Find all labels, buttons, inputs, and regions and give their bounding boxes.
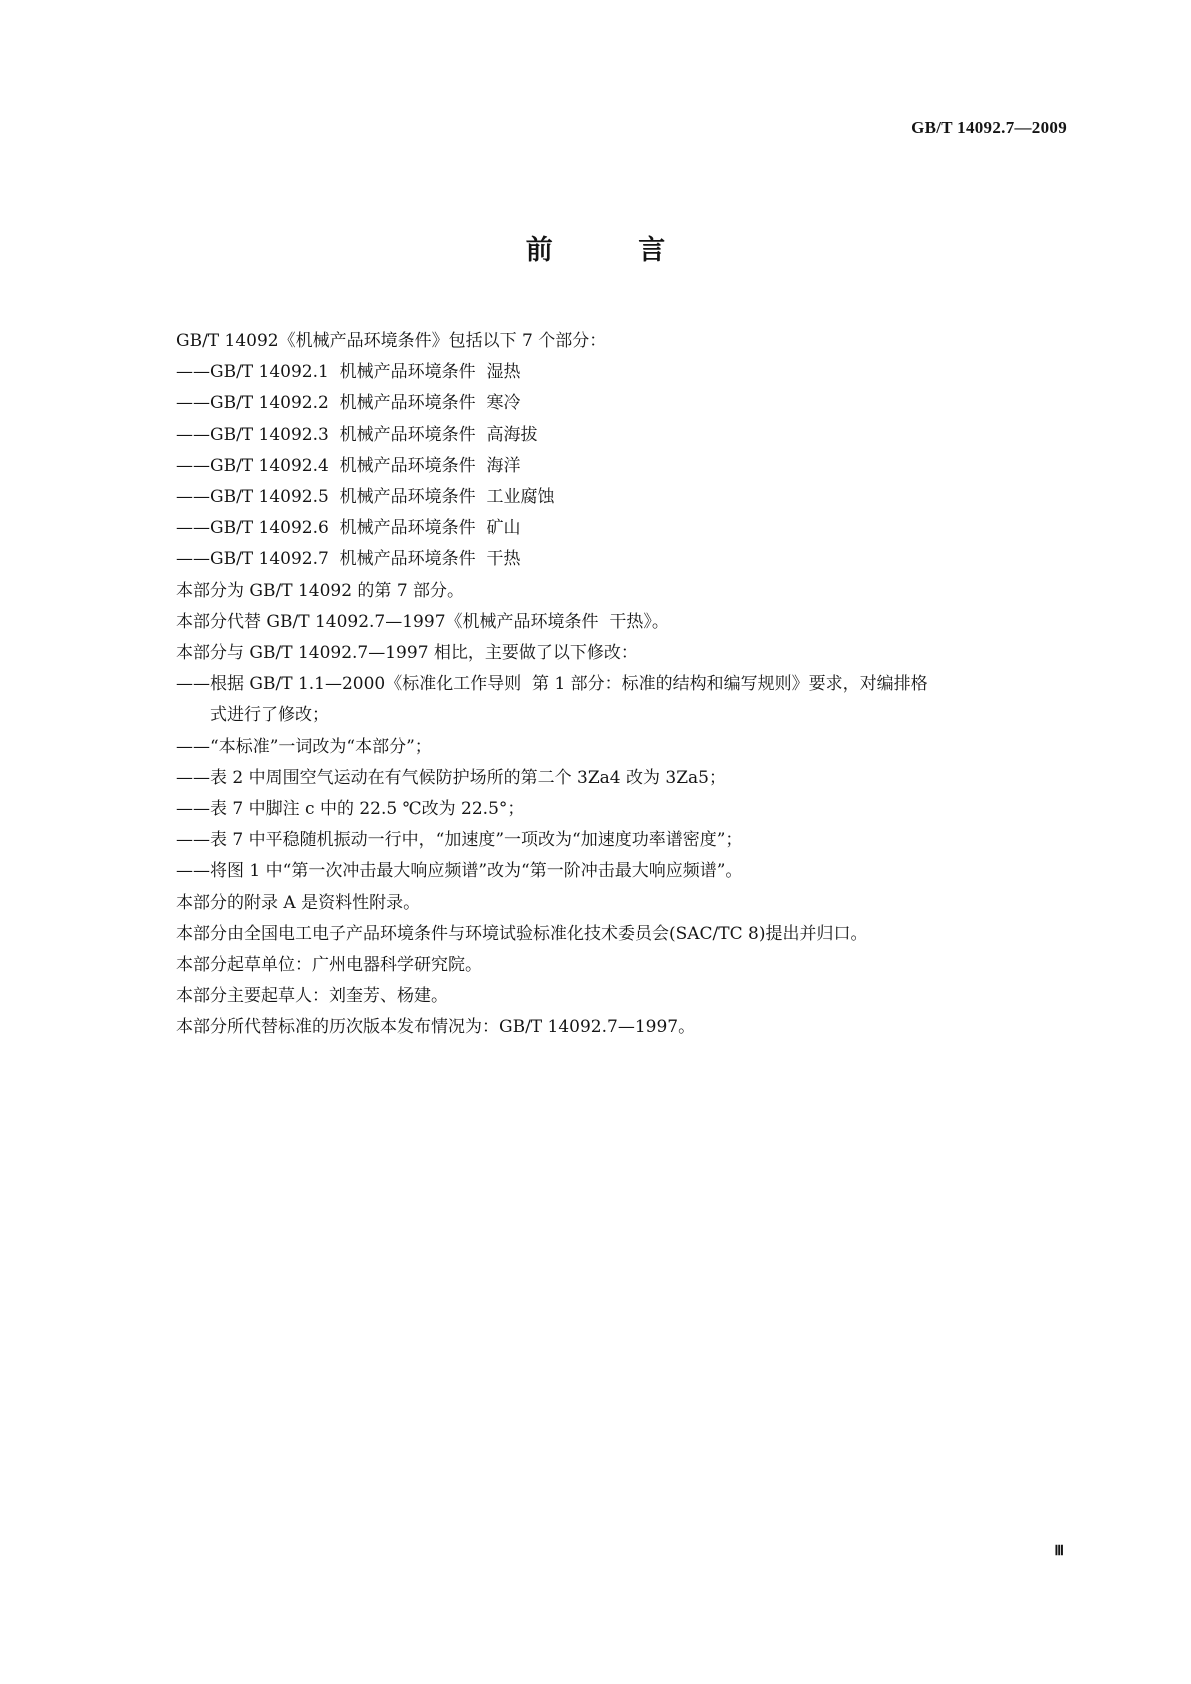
foreword-body <box>176 326 1056 1044</box>
part-list-item: ——GB/T 14092.7 机械产品环境条件 干热 <box>176 549 521 570</box>
change-list-item: ——将图 1 中“第一次冲击最大响应频谱”改为“第一阶冲击最大响应频谱”。 <box>176 861 743 882</box>
page-number: Ⅲ <box>1054 1544 1063 1559</box>
paragraph: 本部分所代替标准的历次版本发布情况为：GB/T 14092.7—1997。 <box>176 1017 696 1038</box>
standard-number-header: GB/T 14092.7—2009 <box>911 118 1067 137</box>
change-list-item: ——表 7 中平稳随机振动一行中，“加速度”一项改为“加速度功率谱密度”； <box>176 830 743 851</box>
paragraph: 本部分代替 GB/T 14092.7—1997《机械产品环境条件 干热》。 <box>176 611 669 632</box>
change-list-item-continuation: 式进行了修改； <box>210 705 329 726</box>
page-title: 前 言 <box>525 235 704 266</box>
change-list-item: ——表 7 中脚注 c 中的 22.5 ℃改为 22.5°； <box>176 799 525 820</box>
paragraph: 本部分由全国电工电子产品环境条件与环境试验标准化技术委员会(SAC/TC 8)提出并归口。 <box>176 923 868 944</box>
part-list-item: ——GB/T 14092.6 机械产品环境条件 矿山 <box>176 518 521 539</box>
paragraph: 本部分的附录 A 是资料性附录。 <box>176 892 421 913</box>
change-list-item: ——“本标准”一词改为“本部分”； <box>176 736 432 757</box>
paragraph: 本部分起草单位：广州电器科学研究院。 <box>176 955 482 976</box>
paragraph: 本部分为 GB/T 14092 的第 7 部分。 <box>176 580 465 601</box>
change-list-item: ——表 2 中周围空气运动在有气候防护场所的第二个 3Za4 改为 3Za5； <box>176 767 726 788</box>
part-list-item: ——GB/T 14092.3 机械产品环境条件 高海拔 <box>176 424 538 445</box>
intro-paragraph: GB/T 14092《机械产品环境条件》包括以下 7 个部分： <box>176 331 607 351</box>
paragraph: 本部分主要起草人：刘奎芳、杨建。 <box>176 986 448 1007</box>
part-list-item: ——GB/T 14092.4 机械产品环境条件 海洋 <box>176 455 521 476</box>
paragraph: 本部分与 GB/T 14092.7—1997 相比，主要做了以下修改： <box>176 643 638 664</box>
part-list-item: ——GB/T 14092.1 机械产品环境条件 湿热 <box>176 362 521 383</box>
part-list-item: ——GB/T 14092.2 机械产品环境条件 寒冷 <box>176 393 521 414</box>
part-list-item: ——GB/T 14092.5 机械产品环境条件 工业腐蚀 <box>176 487 555 508</box>
change-list-item: ——根据 GB/T 1.1—2000《标准化工作导则 第 1 部分：标准的结构和编写规则》要求，对编排格 <box>176 674 928 695</box>
